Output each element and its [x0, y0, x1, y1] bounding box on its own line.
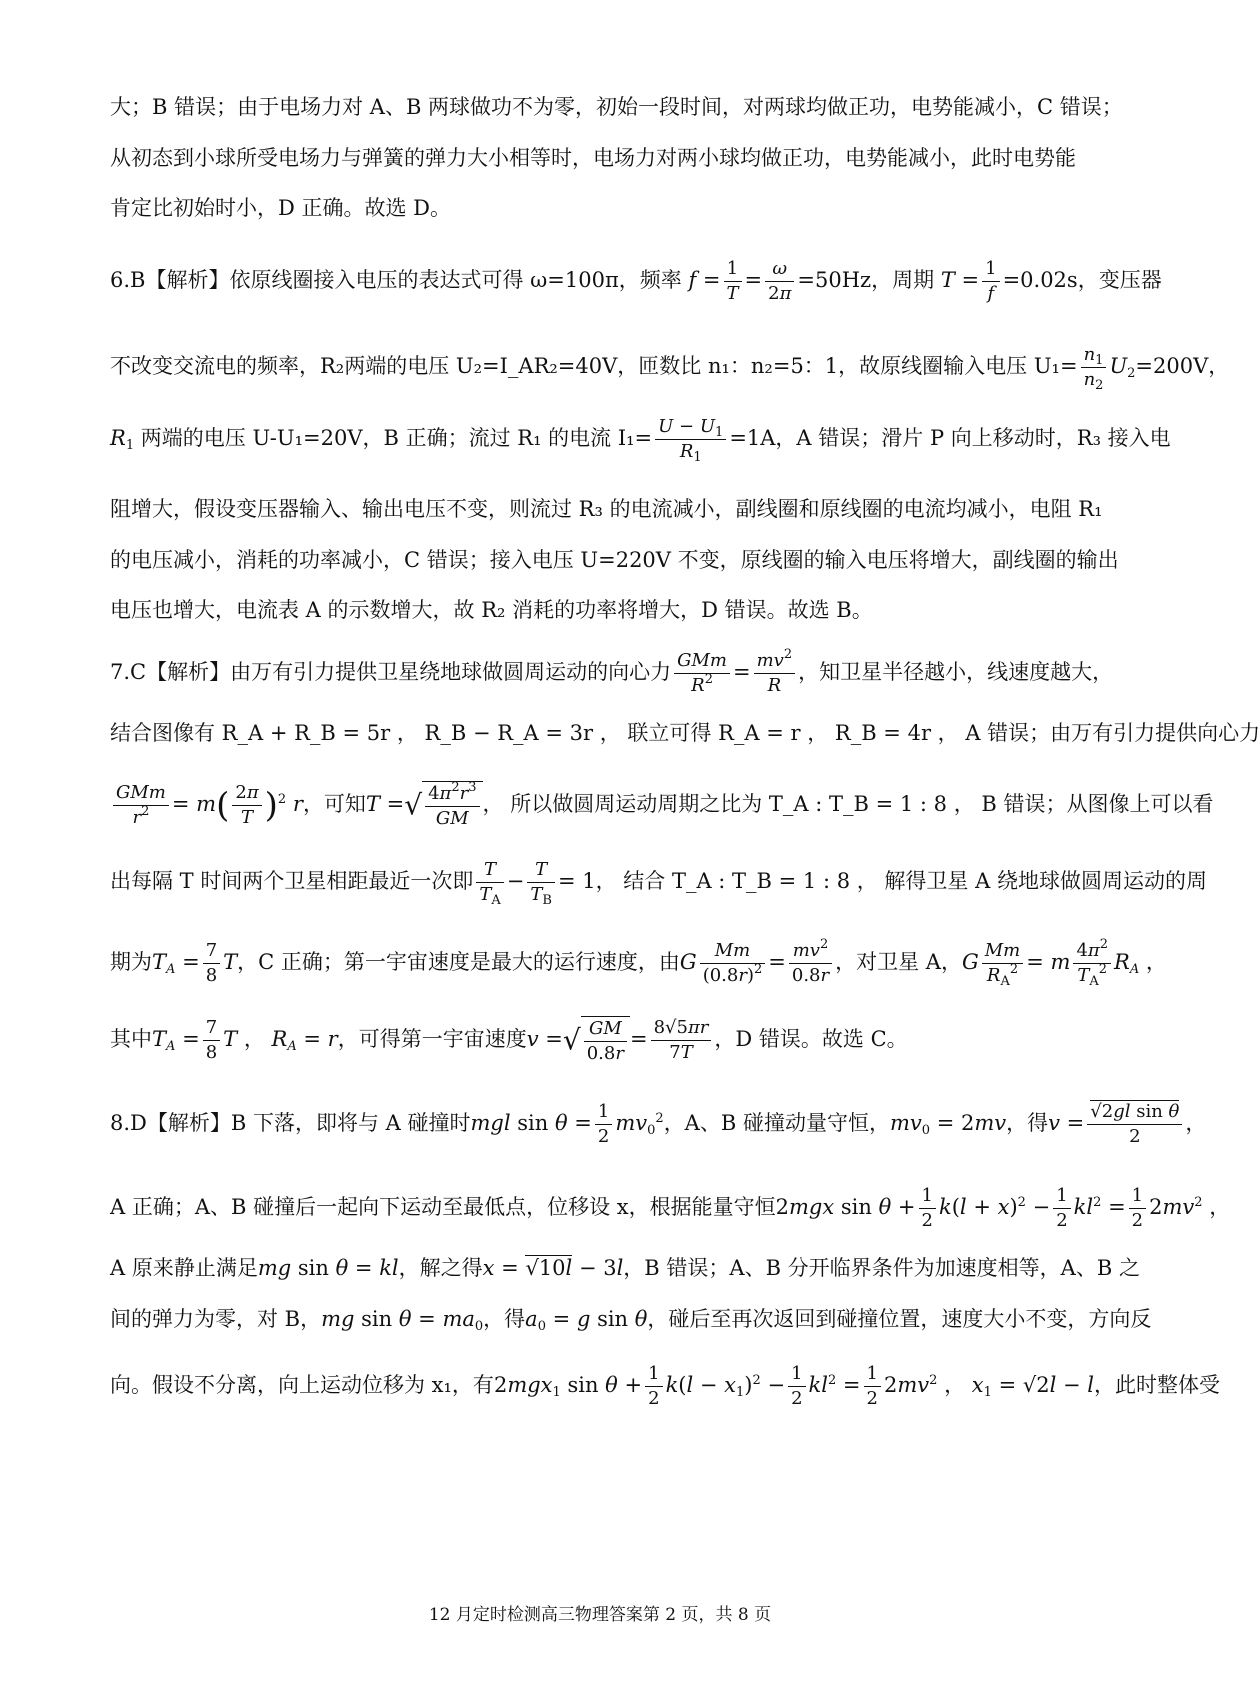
q7-line-2: 结合图像有 R_A + R_B = 5r ， R_B − R_A = 3r ， 联立可得 R_A = r ， R_B = 4r ， A 错误；由万有引力提供向心力: [110, 721, 1260, 745]
q5-line-2: 从初态到小球所受电场力与弹簧的弹力大小相等时，电场力对两小球均做正功，电势能减小，此时电势能: [110, 146, 1076, 170]
page-footer: 12 月定时检测高三物理答案第 2 页，共 8 页: [428, 1605, 772, 1625]
q8-line-5: 向。假设不分离，向上运动位移为 x₁，有2mgx$_1$ sin θ + $\frac{1}{2}$ $k(l - x_1)^2$ − $\frac{1}{2}$ $kl^2$ = $\frac{1}{2}$ $2mv^2$ ， $x_1 = √2l - l$，此时整体受: [110, 1363, 1220, 1409]
q6-line-2: 不改变交流电的频率，R₂两端的电压 U₂=I_AR₂=40V，匝数比 n₁：n₂=5：1，故原线圈输入电压 U₁= $\frac{n_1}{n_2}$ $U_2=200V$，: [110, 344, 1230, 393]
q7-line-5: 期为$T_A$ = $\frac{7}{8}$ T，C 正确；第一宇宙速度是最大的运行速度，由G $\frac{Mm}{(0.8r)^2}$ = $\frac{mv^2}{0.8r}$ ，对卫星 A，G $\frac{Mm}{R_A^2}$ = m $\frac{4\pi^2}{T_A^2}$ $R_A$ ，: [110, 937, 1167, 989]
q8-line-3: A 原来静止满足mg sin θ = kl，解之得x = √10l − 3l，B 错误；A、B 分开临界条件为加速度相等，A、B 之: [110, 1256, 1140, 1280]
q8-line-4: 间的弹力为零，对 B，mg $\sin \theta = ma_0$，得$a_0 = g$ sin θ，碰后至再次返回到碰撞位置，速度大小不变，方向反: [110, 1307, 1152, 1334]
q6-line-5: 的电压减小，消耗的功率减小，C 错误；接入电压 U=220V 不变，原线圈的输入电压将增大，副线圈的输出: [110, 548, 1119, 572]
q7-line-4: 出每隔 T 时间两个卫星相距最近一次即 $\frac{T}{T_A}$ − $\frac{T}{T_B}$ = 1， 结合 T_A : T_B = 1 : 8 ， 解得卫星 A 绕地球做圆周运动的周: [110, 859, 1207, 908]
q7-line-1: 7.C【解析】由万有引力提供卫星绕地球做圆周运动的向心力 $\frac{\text{GMm}}{R^2}$ = $\frac{mv^2}{R}$ ，知卫星半径越小，线速度越大，: [110, 647, 1114, 696]
q8-label: 8.D【解析】: [110, 1111, 231, 1135]
q8-line-2: A 正确；A、B 碰撞后一起向下运动至最低点，位移设 x，根据能量守恒2mgx sin θ + $\frac{1}{2}$ $k(l + x)^2$ − $\frac{1}{2}$ $kl^2$ = $\frac{1}{2}$ $2mv^2$ ，: [110, 1185, 1231, 1231]
q7-line-6: 其中$T_A$ = $\frac{7}{8}$ T ， $R_A = r$，可得第一宇宙速度v =√ $\frac{GM}{0.8r}$ = $\frac{8√5\pi r}{7T}$ ，D 错误。故选 C。: [110, 1017, 908, 1064]
q8-line-1: 8.D【解析】B 下落，即将与 A 碰撞时mgl sin θ = $\frac{1}{2}$ $mv_0^2$，A、B 碰撞动量守恒，$mv_0 = 2mv$，得v = $\frac{\text{√2gl sin θ}}{2}$ ，: [110, 1101, 1207, 1147]
q6-line-4: 阻增大，假设变压器输入、输出电压不变，则流过 R₃ 的电流减小，副线圈和原线圈的电流均减小，电阻 R₁: [110, 497, 1103, 521]
q6-label: 6.B【解析】: [110, 268, 230, 292]
q6-line-6: 电压也增大，电流表 A 的示数增大，故 R₂ 消耗的功率将增大，D 错误。故选 B。: [110, 598, 873, 622]
q6-line-3: $R_1$ 两端的电压 U-U₁=20V，B 正确；流过 R₁ 的电流 I₁= $\frac{U - U_1}{R_1}$ =1A，A 错误；滑片 P 向上移动时，R₃ 接入电: [110, 416, 1171, 465]
q7-label: 7.C【解析】: [110, 660, 231, 684]
q5-line-3: 肯定比初始时小，D 正确。故选 D。: [110, 196, 452, 220]
q7-line-3: $\frac{\text{GMm}}{r^2}$ = m( $\frac{2\pi}{T}$ )$^2$ r，可知T =√ $\frac{4\pi^2r^3}{GM}$ ， 所以做圆周运动周期之比为 T_A : T_B = 1 : 8 ， B 错误；从图像上可以看: [110, 775, 1100, 837]
q5-line-1: 大；B 错误；由于电场力对 A、B 两球做功不为零，初始一段时间，对两球均做正功，电势能减小，C 错误；: [110, 95, 1123, 119]
q6-line-1: 6.B【解析】依原线圈接入电压的表达式可得 ω=100π，频率 f = $\frac{1}{T}$ = $\frac{\omega}{2\pi}$ =50Hz，周期 T = $\frac{1}{f}$ =0.02s，变压器: [110, 258, 1162, 304]
